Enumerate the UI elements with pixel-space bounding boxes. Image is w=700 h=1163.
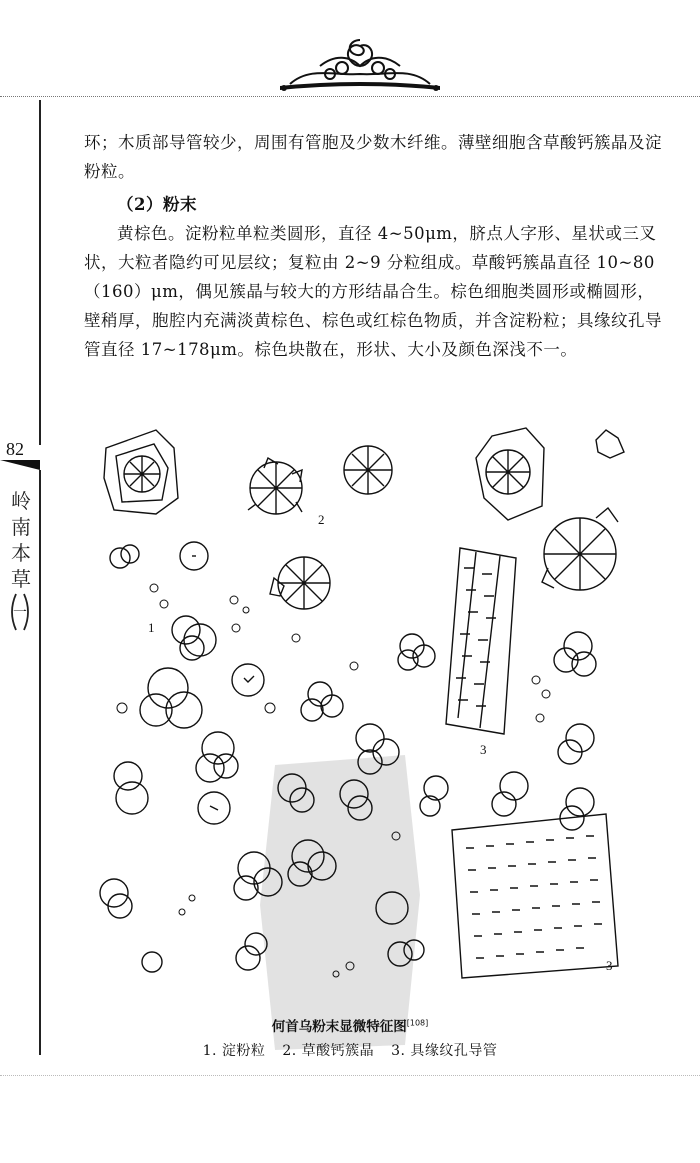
margin-rule-top bbox=[39, 100, 41, 445]
legend-item: 3. 具缘纹孔导管 bbox=[391, 1043, 498, 1059]
paragraph-1: 环；木质部导管较少，周围有管胞及少数木纤维。薄壁细胞含草酸钙簇晶及淀粉粒。 bbox=[84, 133, 662, 181]
bordered-pitted-vessel bbox=[446, 548, 516, 734]
body-text bbox=[84, 128, 664, 364]
calcium-oxalate-cluster bbox=[542, 508, 618, 590]
figure-label-3: 3 bbox=[480, 742, 487, 757]
margin-rule-bottom bbox=[39, 470, 41, 1055]
calcium-oxalate-cluster bbox=[248, 458, 302, 514]
running-title bbox=[10, 488, 32, 592]
figure-label-2: 2 bbox=[318, 512, 325, 527]
figure-label-1: 1 bbox=[148, 620, 155, 635]
volume-number: 一 bbox=[13, 605, 27, 621]
figure-legend bbox=[0, 1040, 700, 1060]
running-title-char: 南 bbox=[11, 515, 31, 539]
micro-feature-figure bbox=[96, 418, 644, 1000]
calcium-oxalate-cluster bbox=[344, 446, 392, 494]
page-tab-marker bbox=[0, 460, 40, 470]
caption-reference: [108] bbox=[406, 1018, 429, 1028]
running-title-char: 草 bbox=[11, 567, 31, 591]
legend-item: 1. 淀粉粒 bbox=[202, 1043, 266, 1059]
caption-title-text: 何首乌粉末显微特征图 bbox=[271, 1019, 407, 1035]
paragraph-2: 黄棕色。淀粉粒单粒类圆形，直径 4~50μm，脐点人字形、星状或三叉状，大粒者隐约可见层纹；复粒由 2~9 分粒组成。草酸钙簇晶直径 10~80（160）μm，偶见簇晶与较大的方形结晶合生。棕色细胞类圆形或椭圆形，壁稍厚，胞腔内充满淡黄棕色、棕色或红棕色物质，并含淀粉粒；具缘纹孔导管直径 17~178μm。棕色块散在，形状、大小及颜色深浅不一。 bbox=[84, 224, 662, 359]
running-title-char: 岭 bbox=[11, 489, 31, 513]
header-rule bbox=[0, 96, 700, 97]
footer-rule bbox=[0, 1075, 700, 1076]
figure-caption-title bbox=[0, 1015, 700, 1035]
bordered-pitted-vessel bbox=[452, 814, 618, 978]
volume-mark bbox=[8, 592, 32, 632]
legend-item: 2. 草酸钙簇晶 bbox=[282, 1043, 375, 1059]
starch-grain bbox=[100, 542, 596, 972]
running-title-char: 本 bbox=[11, 541, 31, 565]
page-number: 82 bbox=[6, 439, 24, 459]
header-ornament-icon bbox=[280, 36, 440, 94]
figure-label-3b: 3 bbox=[606, 958, 613, 973]
section-heading: （2）粉末 bbox=[117, 195, 197, 214]
calcium-oxalate-cluster bbox=[278, 557, 330, 609]
